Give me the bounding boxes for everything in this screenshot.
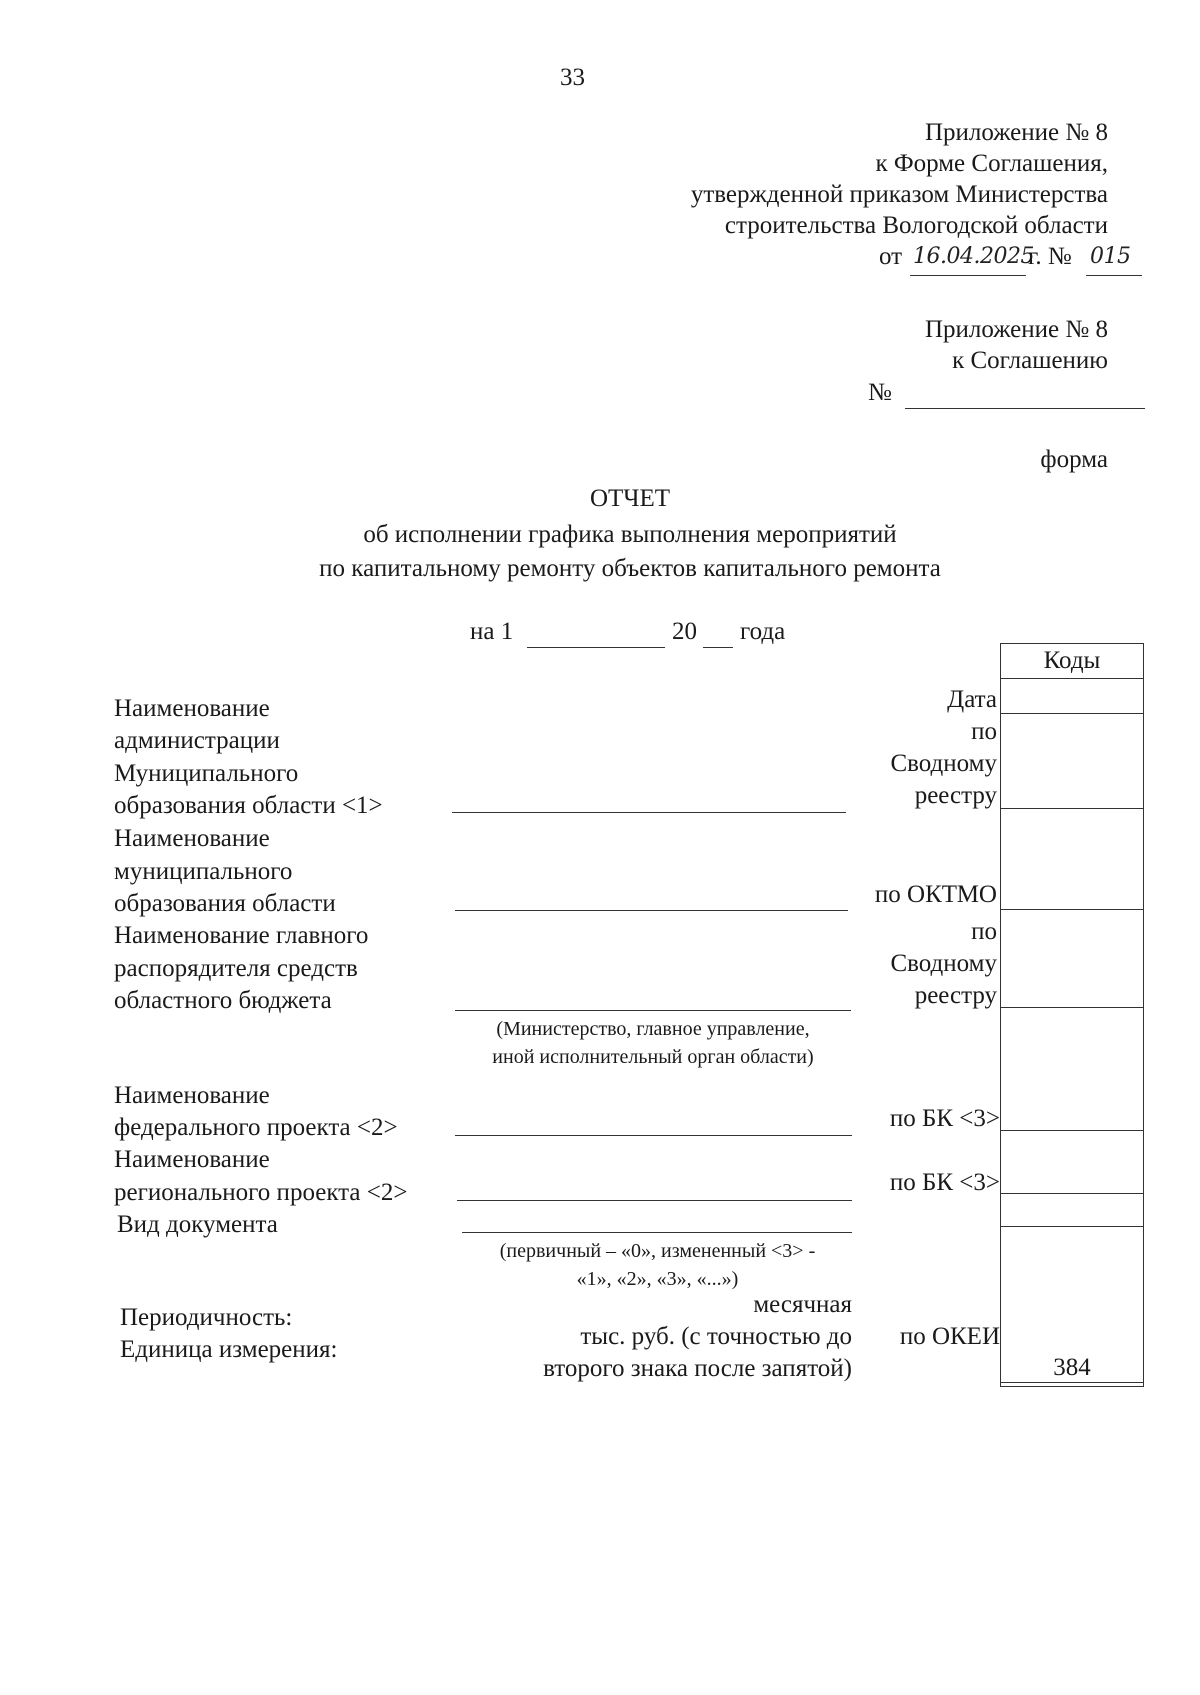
admin-name-blank [452, 812, 846, 813]
code-cell-oktmo [1000, 808, 1144, 910]
code-cell-svod-reg-1 [1000, 713, 1144, 809]
admin-name-line-4: образования области <1> [114, 792, 383, 819]
code-cell-svod-reg-2 [1000, 909, 1144, 1008]
reg-project-blank [457, 1200, 852, 1201]
unit-value-line-1: тыс. руб. (с точностью до [580, 1323, 852, 1350]
fed-project-line-1: Наименование [114, 1082, 270, 1109]
code-cell-bk-2 [1000, 1130, 1144, 1194]
agreement-line-2: к Соглашению [952, 347, 1108, 374]
grbs-name-line-1: Наименование главного [114, 922, 369, 949]
okei-code: 384 [1053, 1354, 1091, 1381]
reg-project-line-1: Наименование [114, 1146, 270, 1173]
grbs-name-line-3: областного бюджета [114, 987, 332, 1014]
date-year-suffix: г. № [1028, 243, 1072, 270]
report-subtitle-2: по капитальному ремонту объектов капитального ремонта [319, 555, 941, 582]
bk-label-1: по БК <3> [889, 1105, 1000, 1132]
date-code-label: Дата [947, 686, 997, 713]
date-line-suffix: года [740, 618, 786, 645]
codes-header: Коды [1043, 647, 1101, 674]
unit-label: Единица измерения: [120, 1336, 338, 1363]
admin-name-line-2: администрации [114, 727, 280, 754]
appendix-line-2: к Форме Соглашения, [875, 150, 1108, 177]
date-line-blank [527, 647, 665, 648]
report-subtitle-1: об исполнении графика выполнения мероприятий [363, 521, 897, 548]
number-underline [1086, 275, 1142, 276]
periodicity-value: месячная [753, 1291, 852, 1318]
doc-type-label: Вид документа [117, 1211, 278, 1238]
code-cell-bk-1 [1000, 1007, 1144, 1131]
doc-type-blank [462, 1232, 852, 1233]
page-number: 33 [560, 64, 585, 91]
grbs-name-blank [455, 1010, 851, 1011]
svod-reg-1-line-1: по [971, 718, 997, 745]
date-prefix: от [879, 243, 903, 270]
admin-name-line-1: Наименование [114, 695, 270, 722]
codes-header-cell [1000, 643, 1144, 679]
mo-name-line-2: муниципального [114, 858, 293, 885]
doc-type-hint-line-2: «1», «2», «3», «...») [576, 1268, 739, 1290]
appendix-line-3: утвержденной приказом Министерства [690, 181, 1108, 208]
grbs-hint-line-1: (Министерство, главное управление, [496, 1018, 810, 1040]
svod-reg-2-line-3: реестру [914, 982, 997, 1009]
grbs-hint-line-2: иной исполнительный орган области) [492, 1046, 814, 1068]
mo-name-line-1: Наименование [114, 825, 270, 852]
doc-type-hint-line-1: (первичный – «0», измененный <3> - [499, 1240, 816, 1262]
oktmo-label: по ОКТМО [874, 881, 997, 908]
appendix-line-1: Приложение № 8 [924, 119, 1108, 146]
reg-project-line-2: регионального проекта <2> [114, 1179, 408, 1206]
date-line-prefix: на 1 [470, 618, 514, 645]
agreement-line-1: Приложение № 8 [924, 316, 1108, 343]
mo-name-line-3: образования области [114, 890, 336, 917]
handwritten-date: 16.04.2025 [913, 244, 1034, 269]
handwritten-number: 015 [1090, 244, 1131, 269]
fed-project-line-2: федерального проекта <2> [114, 1114, 398, 1141]
svod-reg-2-line-2: Сводному [890, 950, 997, 977]
svod-reg-2-line-1: по [971, 918, 997, 945]
admin-name-line-3: Муниципального [114, 760, 299, 787]
agreement-number-blank [905, 408, 1145, 409]
agreement-number-label: № [868, 379, 892, 406]
bk-label-2: по БК <3> [889, 1169, 1000, 1196]
svod-reg-1-line-2: Сводному [890, 750, 997, 777]
date-line-year-blank [703, 647, 733, 648]
appendix-line-4: строительства Вологодской области [724, 212, 1108, 239]
report-title: ОТЧЕТ [589, 485, 671, 512]
grbs-name-line-2: распорядителя средств [114, 955, 358, 982]
mo-name-blank [455, 910, 848, 911]
form-label: форма [1040, 446, 1108, 473]
unit-value-line-2: второго знака после запятой) [543, 1355, 852, 1382]
svod-reg-1-line-3: реестру [914, 782, 997, 809]
fed-project-blank [455, 1135, 852, 1136]
okei-label: по ОКЕИ [899, 1323, 1000, 1350]
code-cell-date [1000, 678, 1144, 714]
date-line-year: 20 [672, 618, 697, 645]
code-cell-doc-type [1000, 1193, 1144, 1227]
periodicity-label: Периодичность: [120, 1304, 293, 1331]
date-underline [910, 275, 1026, 276]
